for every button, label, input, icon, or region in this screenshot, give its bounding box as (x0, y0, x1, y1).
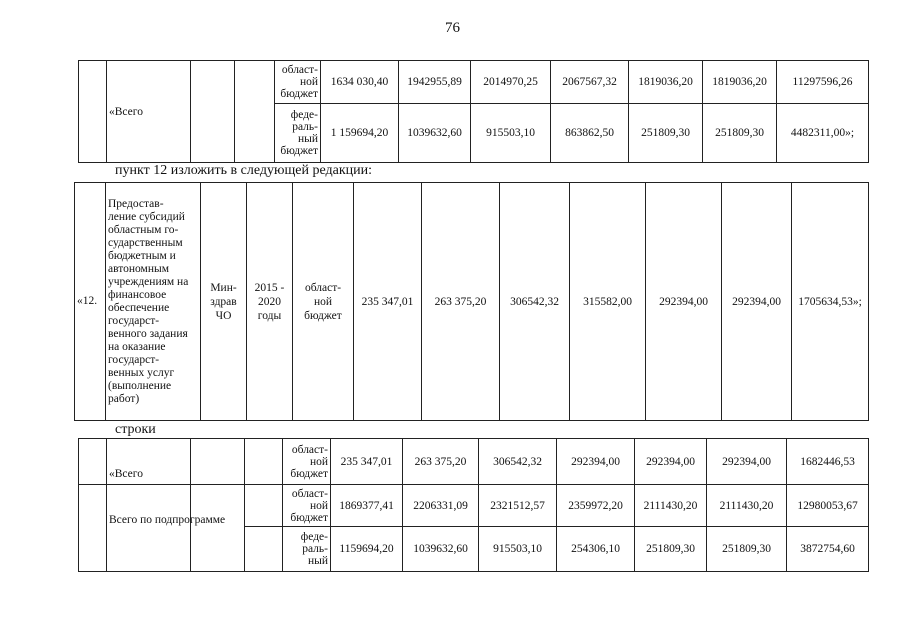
description-line: (выполнение (108, 379, 172, 392)
budget-type-line: раль- (292, 121, 318, 133)
budget-type-line: ной (309, 455, 328, 468)
value-cell: 292394,00 (646, 183, 722, 421)
value-cell: 1819036,20 (703, 61, 777, 104)
budget-type-line: ной (309, 499, 328, 512)
value-cell: 1869377,41 (331, 485, 403, 527)
value-cell: 292394,00 (707, 439, 787, 485)
value-cell: 1942955,89 (399, 61, 471, 104)
budget-type-line: бюджет (290, 467, 328, 480)
table-cell (79, 485, 107, 572)
budget-type-line: феде- (290, 109, 318, 121)
value-cell: 1682446,53 (787, 439, 869, 485)
rows-caption: строки (115, 422, 156, 437)
table-cell (79, 439, 107, 485)
row-label: «Всего (107, 439, 191, 485)
budget-type (283, 439, 331, 485)
description-line: венного задания (108, 327, 188, 340)
table-row (75, 183, 869, 421)
table-cell (245, 527, 283, 572)
table-row (79, 61, 869, 104)
value-cell: 1634 030,40 (321, 61, 399, 104)
table-row (79, 485, 869, 527)
value-cell: 292394,00 (557, 439, 635, 485)
item-number: «12. (75, 183, 106, 421)
value-cell: 251809,30 (703, 104, 777, 163)
value-cell: 12980053,67 (787, 485, 869, 527)
description-line: работ) (108, 392, 140, 405)
budget-type (283, 527, 331, 572)
value-cell: 915503,10 (479, 527, 557, 572)
value-cell: 292394,00 (722, 183, 792, 421)
budget-type (293, 183, 354, 421)
description-line: Предостав- (108, 197, 164, 210)
page-number: 76 (445, 20, 460, 36)
value-cell: 11297596,26 (777, 61, 869, 104)
value-cell: 1705634,53»; (792, 183, 869, 421)
value-cell: 2111430,20 (707, 485, 787, 527)
description-line: финансовое (108, 288, 167, 301)
budget-type (275, 104, 321, 163)
budget-type-line: раль- (302, 543, 328, 555)
description-line: обеспечение (108, 301, 170, 314)
value-cell: 1819036,20 (629, 61, 703, 104)
value-cell: 2067567,32 (551, 61, 629, 104)
value-cell: 263 375,20 (422, 183, 500, 421)
period-line: 2015 - (254, 281, 285, 294)
table-cell (191, 485, 245, 572)
item-description (106, 183, 201, 421)
description-line: венных услуг (108, 366, 175, 379)
value-cell: 915503,10 (471, 104, 551, 163)
budget-type-line: област- (291, 443, 328, 456)
value-cell: 1039632,60 (399, 104, 471, 163)
value-cell: 2359972,20 (557, 485, 635, 527)
table-row (79, 439, 869, 485)
budget-type-line: ной (313, 295, 333, 308)
value-cell: 2014970,25 (471, 61, 551, 104)
budget-type-line: ный (297, 133, 318, 145)
table-cell (245, 485, 283, 527)
value-cell: 263 375,20 (403, 439, 479, 485)
value-cell: 1159694,20 (331, 527, 403, 572)
budget-type-line: бюджет (280, 145, 318, 157)
description-line: областным го- (108, 223, 179, 236)
table-cell (245, 439, 283, 485)
description-line: ление субсидий (108, 210, 185, 223)
value-cell: 4482311,00»; (777, 104, 869, 163)
table-cell (191, 439, 245, 485)
value-cell: 315582,00 (570, 183, 646, 421)
value-cell: 292394,00 (635, 439, 707, 485)
totals-table-previous (78, 60, 869, 163)
value-cell: 3872754,60 (787, 527, 869, 572)
description-line: сударственным (108, 236, 183, 249)
budget-type (275, 61, 321, 104)
budget-type-line: бюджет (280, 88, 318, 100)
budget-type-line: област- (281, 64, 318, 76)
table-cell (235, 61, 275, 163)
value-cell: 251809,30 (635, 527, 707, 572)
table-cell (191, 61, 235, 163)
value-cell: 863862,50 (551, 104, 629, 163)
value-cell: 2321512,57 (479, 485, 557, 527)
value-cell: 1 159694,20 (321, 104, 399, 163)
value-cell: 2206331,09 (403, 485, 479, 527)
value-cell: 251809,30 (629, 104, 703, 163)
table-cell (79, 61, 107, 163)
budget-type-line: ный (307, 555, 328, 567)
value-cell: 254306,10 (557, 527, 635, 572)
executor-cell (201, 183, 247, 421)
value-cell: 306542,32 (500, 183, 570, 421)
row-label: «Всего (107, 61, 191, 163)
description-line: автономным (108, 262, 169, 275)
value-cell: 251809,30 (707, 527, 787, 572)
description-line: учреждениям на (108, 275, 189, 288)
executor-line: здрав (210, 295, 237, 308)
executor-line: Мин- (210, 281, 237, 294)
description-line: государст- (108, 314, 160, 327)
totals-table-new (78, 438, 869, 572)
value-cell: 1039632,60 (403, 527, 479, 572)
budget-type-line: бюджет (304, 309, 342, 322)
description-line: на оказание (108, 340, 166, 353)
value-cell: 306542,32 (479, 439, 557, 485)
description-line: государст- (108, 353, 160, 366)
budget-type-line: бюджет (290, 511, 328, 524)
item-12-table (74, 182, 869, 421)
description-line: бюджетным и (108, 249, 176, 262)
value-cell: 235 347,01 (331, 439, 403, 485)
budget-type-line: област- (291, 487, 328, 500)
budget-type-line: феде- (300, 531, 328, 543)
budget-type-line: ной (299, 76, 318, 88)
amendment-caption: пункт 12 изложить в следующей редакции: (115, 163, 372, 178)
value-cell: 2111430,20 (635, 485, 707, 527)
budget-type-line: област- (304, 281, 342, 294)
subprogram-total-label: Всего по подпрограмме (107, 485, 191, 572)
period-cell (247, 183, 293, 421)
period-line: годы (257, 309, 282, 322)
period-line: 2020 (258, 295, 281, 308)
executor-line: ЧО (215, 309, 232, 322)
value-cell: 235 347,01 (354, 183, 422, 421)
budget-type (283, 485, 331, 527)
